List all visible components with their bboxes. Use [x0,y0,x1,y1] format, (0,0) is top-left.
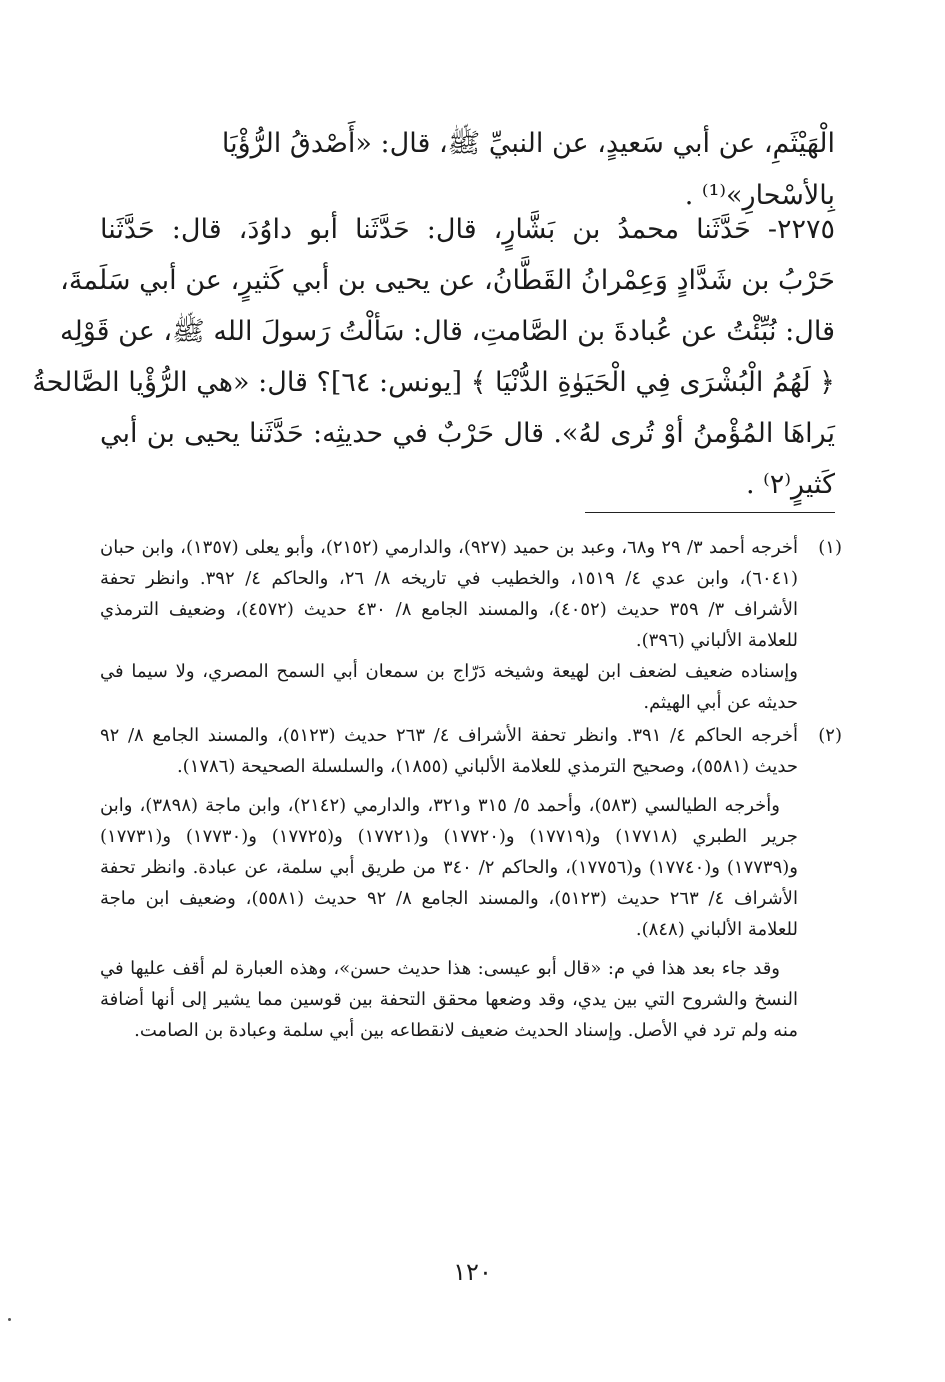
footnote-paragraph: أخرجه الحاكم ٤/ ٣٩١. وانظر تحفة الأشراف ٤/ ٢٦٣ حديث (٥١٢٣)، والمسند الجامع ٨/ ٩٢ حديث (٥٥٨١)، وصحيح الترمذي للعلامة الألباني (١٨٥٥)، والسلسلة الصحيحة (١٧٨٦). [100,725,798,777]
hadith-line: ٢٢٧٥- حَدَّثَنا محمدُ بن بَشَّارٍ، قال: حَدَّثَنا أبو داوُدَ، قال: حَدَّثَنا [100,214,835,245]
footnote-2 [100,720,842,782]
hadith-line: كَثيرٍ⁽٢⁾ . [746,469,835,500]
footnote-number: (٢) [818,725,842,746]
page-number: ١٢٠ [453,1258,492,1286]
footnote-paragraph: وإسناده ضعيف لضعف ابن لهيعة وشيخه دَرّاج بن سمعان أبي السمح المصري، ولا سيما في حديثه عن أبي الهيثم. [100,661,798,713]
footnote-continuation: وأخرجه الطيالسي (٥٨٣)، وأحمد ٥/ ٣١٥ و٣٢١، والدارمي (٢١٤٢)، وابن ماجة (٣٨٩٨)، وابن جرير الطبري (١٧٧١٨) و(١٧٧١٩) و(١٧٧٢٠) و(١٧٧٢١) و(١٧٧٢٥) و(١٧٧٣٠) و(١٧٧٣١) و(١٧٧٣٩) و(١٧٧٤٠) و(١٧٧٥٦)، والحاكم ٢/ ٣٤٠ من طريق أبي سلمة، عن عبادة. وانظر تحفة الأشراف ٤/ ٢٦٣ حديث (٥١٢٣)، والمسند الجامع ٨/ ٩٢ حديث (٥٥٨١)، وضعيف ابن ماجة للعلامة الألباني (٨٤٨). [100,795,798,940]
hadith-2275 [32,204,835,510]
hadith-line: حَرْبُ بن شَدَّادٍ وَعِمْرانُ القَطَّانُ، عن يحيى بن أبي كَثيرٍ، عن أبي سَلَمةَ، [60,265,835,296]
footnote-body [100,532,798,718]
hadith-line: يَراهَا المُؤْمنُ أوْ تُرى لهُ». قال حَرْبٌ في حديثِه: حَدَّثَنا يحيى بن أبي [100,418,835,449]
footnote-divider [585,512,835,513]
footnotes-section [100,532,842,1046]
hadith-continuation-text: الْهَيْثَمِ، عن أبي سَعيدٍ، عن النبيِّ ﷺ، قال: «أَصْدقُ الرُّؤْيَا بِالأسْحارِ»⁽¹⁾ . [221,128,835,211]
footnote-number: (١) [818,537,842,558]
footnote-body [100,720,798,782]
footnote-continuation: وقد جاء بعد هذا في م: «قال أبو عيسى: هذا حديث حسن»، وهذه العبارة لم أقف عليها في النسخ والشروح التي بين يدي، وقد وضعها محقق التحفة بين قوسين مما يشير إلى أنها أضافة منه ولم ترد في الأصل. وإسناد الحديث ضعيف لانقطاعه بين أبي سلمة وعبادة بن الصامت. [100,958,798,1041]
hadith-line: ﴿ لَهُمُ الْبُشْرَى فِي الْحَيَوٰةِ الدُّنْيَا ﴾ [يونس: ٦٤]؟ قال: «هي الرُّؤْيا الصَّالحةُ [32,367,835,398]
hadith-line: قال: نُبِّئْتُ عن عُبادةَ بن الصَّامتِ، قال: سَألْتُ رَسولَ الله ﷺ، عن قَوْلِه [60,316,835,347]
scan-speck [8,1318,11,1321]
footnote-1 [100,532,842,718]
footnote-paragraph: أخرجه أحمد ٣/ ٢٩ و٦٨، وعبد بن حميد (٩٢٧)، والدارمي (٢١٥٢)، وأبو يعلى (١٣٥٧)، وابن حبان (٦٠٤١)، وابن عدي ٤/ ١٥١٩، والخطيب في تاريخه ٨/ ٢٦، والحاكم ٤/ ٣٩٢. وانظر تحفة الأشراف ٣/ ٣٥٩ حديث (٤٠٥٢)، والمسند الجامع ٨/ ٤٣٠ حديث (٤٥٧٢)، وضعيف الترمذي للعلامة الألباني (٣٩٦). [100,537,798,651]
